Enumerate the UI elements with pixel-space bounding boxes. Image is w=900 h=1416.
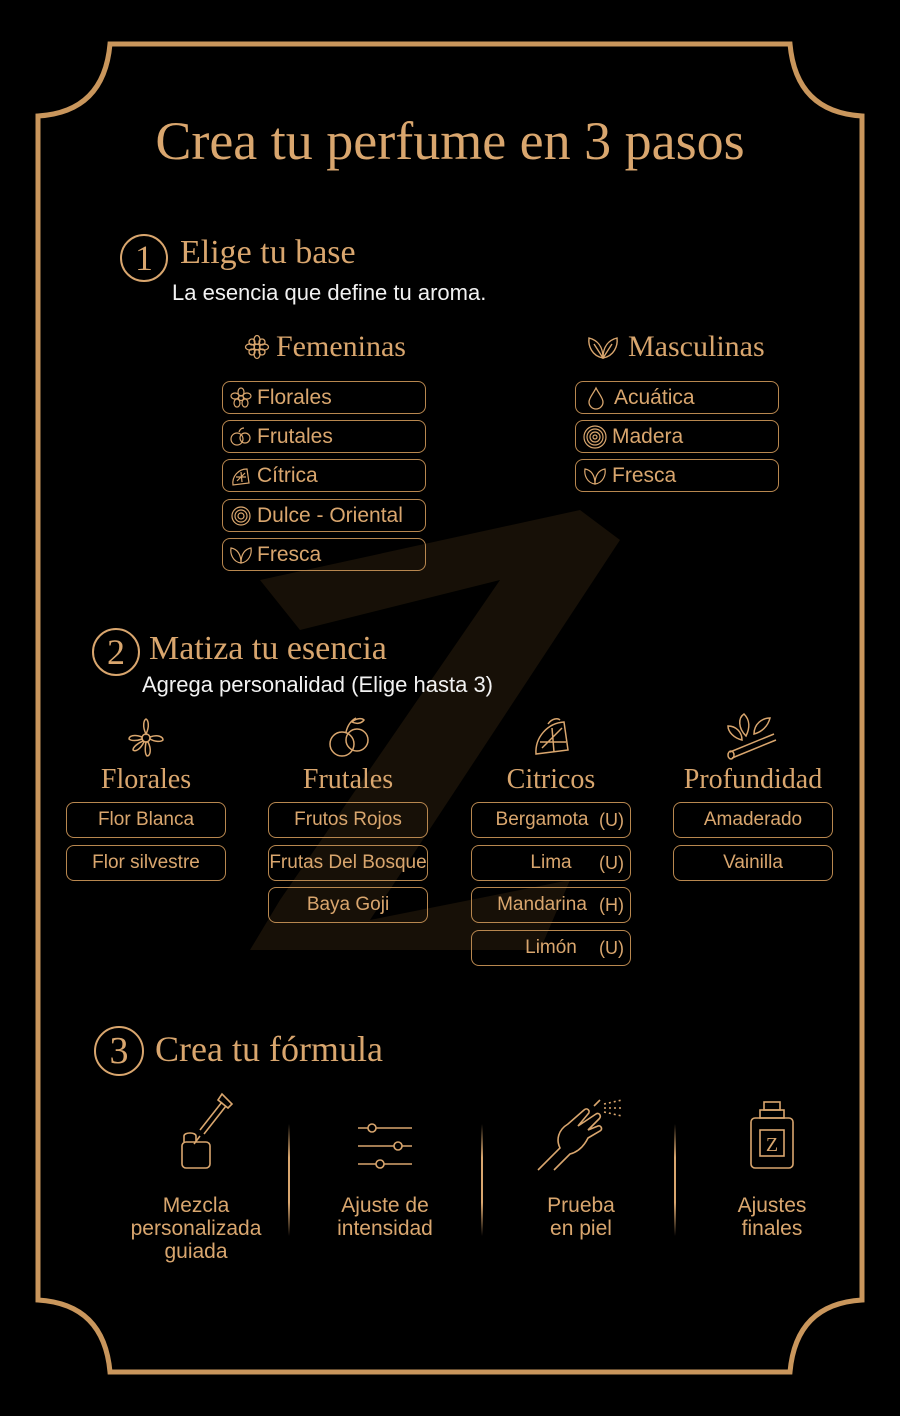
- dropper-bottle-icon: [174, 1090, 236, 1172]
- modifier-label: Vainilla: [723, 852, 783, 873]
- base-option-label: Fresca: [612, 463, 677, 487]
- fruit-icon: [229, 426, 253, 448]
- step-1-heading: Elige tu base: [180, 234, 356, 271]
- page-title: Crea tu perfume en 3 pasos: [155, 111, 745, 171]
- category-title-profundidad: Profundidad: [683, 764, 823, 795]
- modifier-option[interactable]: [673, 802, 833, 838]
- flower-icon: [229, 387, 253, 409]
- modifier-label: Baya Goji: [306, 894, 390, 915]
- modifier-label: Lima: [530, 852, 572, 873]
- modifier-label: Amaderado: [703, 809, 803, 830]
- leaf-icon: [229, 544, 253, 566]
- base-option-madera[interactable]: [575, 420, 779, 453]
- citrus-icon: [530, 714, 572, 760]
- formula-step-caption: [682, 1194, 862, 1240]
- flower-icon: [229, 505, 253, 527]
- caption-line: Mezcla: [162, 1194, 230, 1217]
- cinnamon-icon: [724, 712, 784, 762]
- modifier-option[interactable]: [268, 887, 428, 923]
- modifier-option[interactable]: [471, 802, 631, 838]
- base-option-fresca-fem[interactable]: [222, 538, 426, 571]
- caption-line: Ajustes: [737, 1194, 807, 1217]
- modifier-option[interactable]: [673, 845, 833, 881]
- femeninas-header: [244, 330, 406, 364]
- modifier-label: Mandarina: [497, 894, 587, 915]
- sliders-icon: [356, 1120, 414, 1172]
- drop-icon: [584, 386, 608, 410]
- step-3-number: 3: [94, 1026, 144, 1076]
- base-option-label: Madera: [612, 424, 684, 448]
- caption-line: Ajuste de: [341, 1194, 429, 1217]
- base-option-florales[interactable]: [222, 381, 426, 414]
- modifier-label: Flor Blanca: [97, 809, 195, 830]
- step-2-subtitle: Agrega personalidad (Elige hasta 3): [142, 672, 494, 697]
- step-divider: [481, 1124, 483, 1236]
- category-title-frutales: Frutales: [302, 764, 394, 795]
- formula-step-caption: [491, 1194, 671, 1240]
- modifier-tag: (H): [599, 894, 624, 915]
- base-option-label: Fresca: [257, 542, 322, 566]
- caption-line: personalizada: [130, 1217, 262, 1240]
- modifier-option[interactable]: [471, 845, 631, 881]
- modifier-label: Frutos Rojos: [294, 809, 402, 830]
- modifier-label: Limón: [525, 937, 577, 958]
- caption-line: finales: [741, 1217, 803, 1240]
- modifier-label: Bergamota: [495, 809, 589, 830]
- fruit-icon: [326, 712, 372, 760]
- modifier-option[interactable]: [268, 845, 428, 881]
- base-option-label: Dulce - Oriental: [257, 503, 403, 527]
- flower-icon: [124, 716, 168, 760]
- bottle-brand-letter: Z: [765, 1134, 779, 1156]
- masculinas-title: Masculinas: [628, 330, 765, 363]
- modifier-tag: (U): [599, 937, 624, 958]
- modifier-option[interactable]: [471, 887, 631, 923]
- step-divider: [288, 1124, 290, 1236]
- step-1-subtitle: La esencia que define tu aroma.: [172, 280, 487, 305]
- step-2-number: 2: [92, 628, 140, 676]
- modifier-option[interactable]: [268, 802, 428, 838]
- step-1-number: 1: [120, 234, 168, 282]
- base-option-citrica[interactable]: [222, 459, 426, 492]
- base-option-acuatica[interactable]: [575, 381, 779, 414]
- modifier-option[interactable]: [66, 845, 226, 881]
- perfume-bottle-icon: [748, 1100, 796, 1172]
- base-option-label: Frutales: [257, 424, 333, 448]
- base-option-fresca-masc[interactable]: [575, 459, 779, 492]
- femeninas-title: Femeninas: [276, 330, 406, 363]
- step-3-heading: Crea tu fórmula: [155, 1029, 383, 1069]
- caption-line: Prueba: [547, 1194, 615, 1217]
- caption-line: guiada: [164, 1240, 228, 1263]
- citrus-icon: [229, 465, 253, 487]
- base-option-label: Cítrica: [257, 463, 318, 487]
- modifier-option[interactable]: [66, 802, 226, 838]
- modifier-label: Flor silvestre: [92, 852, 200, 873]
- step-2-heading: Matiza tu esencia: [149, 630, 387, 667]
- spray-hand-icon: [534, 1096, 628, 1174]
- formula-step-caption: [295, 1194, 475, 1240]
- base-option-label: Florales: [257, 385, 332, 409]
- masculinas-header: [586, 330, 765, 364]
- modifier-label: Frutas Del Bosque: [269, 852, 427, 873]
- leaf-icon: [582, 465, 608, 487]
- leaf-icon: [586, 334, 620, 360]
- modifier-option[interactable]: [471, 930, 631, 966]
- modifier-tag: (U): [599, 809, 624, 830]
- caption-line: en piel: [550, 1217, 612, 1240]
- base-option-label: Acuática: [614, 385, 695, 409]
- base-option-dulce-oriental[interactable]: [222, 499, 426, 532]
- formula-step-caption: [106, 1194, 286, 1263]
- caption-line: intensidad: [337, 1217, 433, 1240]
- base-option-frutales[interactable]: [222, 420, 426, 453]
- modifier-tag: (U): [599, 852, 624, 873]
- step-divider: [674, 1124, 676, 1236]
- category-title-florales: Florales: [100, 764, 192, 795]
- wood-rings-icon: [582, 424, 608, 450]
- flower-icon: [244, 334, 270, 360]
- category-title-citricos: Citricos: [506, 764, 596, 795]
